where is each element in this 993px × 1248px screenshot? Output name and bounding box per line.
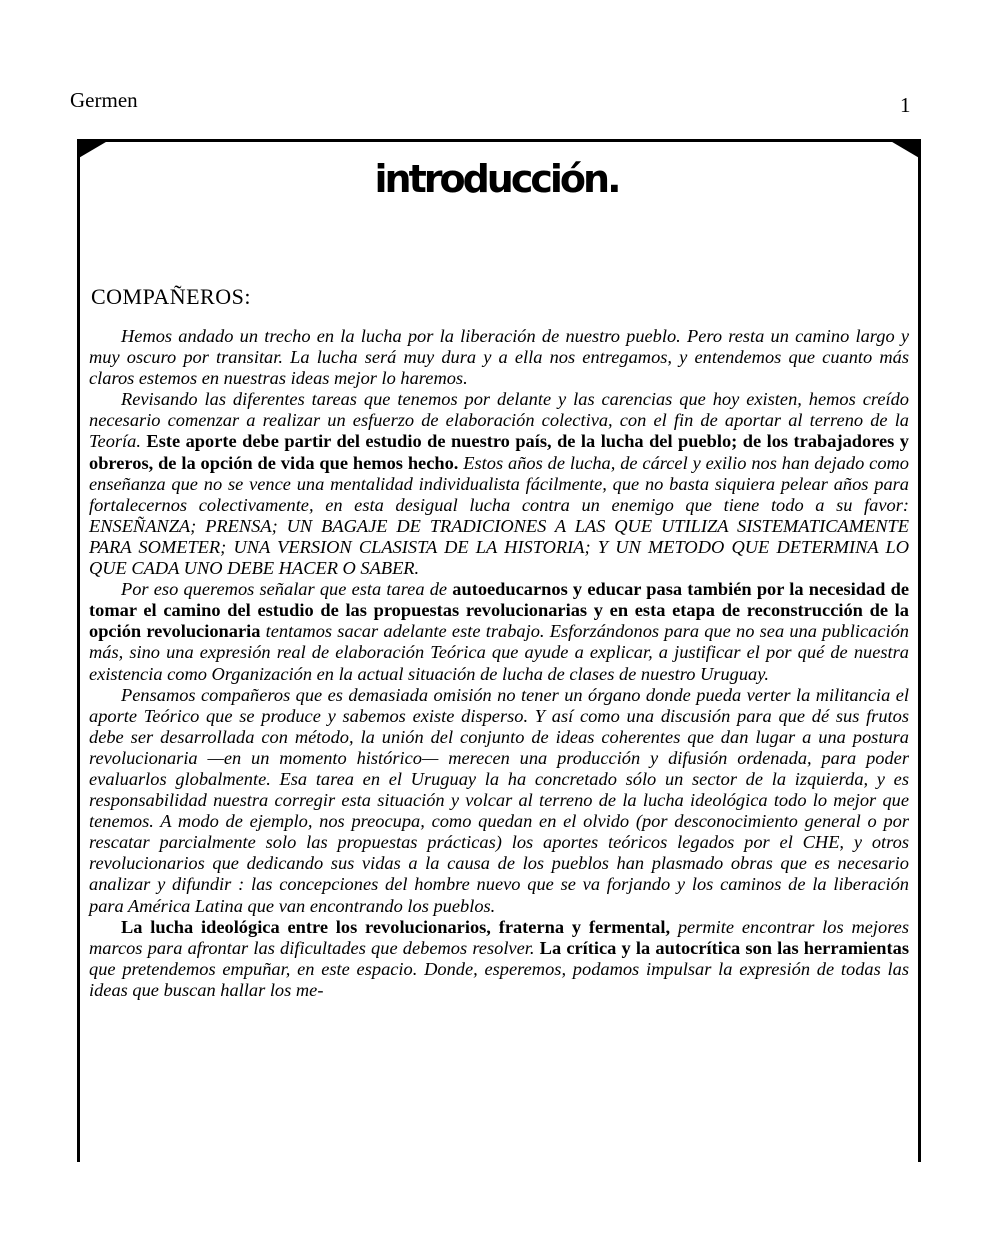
frame-corner-right (887, 139, 921, 159)
frame-corner-left (77, 139, 111, 159)
text-run: autoeducarnos y educar pasa también por la necesidad de tomar el camino del estudio de las propuestas revolucionarias y en esta etapa de reconstrucción de la opción revolucionaria (89, 579, 909, 642)
text-run: Estos años de lucha, de cárcel y exilio nos han dejado como enseñanza que no se vence una mentalidad individualista fácilmente, que no basta siquiera pelear años para fortalecernos colectivamente, en esta desigual lucha contra un enemigo que tiene todo a su favor: ENSEÑANZA; PRENSA; UN BAGAJE DE TRADICIONES A LAS QUE UTILIZA SISTEMATICAMENTE PARA SOMETER; UNA VERSION CLASISTA DE LA HISTORIA; Y UN METODO QUE DETERMINA LO QUE CADA UNO DEBE HACER O SABER. (89, 452, 909, 579)
text-run: Revisando las diferentes tareas que tenemos por delante y las carencias que hoy existen, hemos creído necesario comenzar a realizar un esfuerzo de elaboración colectiva, con el fin de aportar al terreno de la Teoría. (89, 389, 909, 452)
paragraph (89, 917, 909, 1001)
text-run: Por eso queremos señalar que esta tarea de (121, 579, 453, 600)
paragraph (89, 685, 909, 917)
paragraph (89, 389, 909, 579)
page-number: 1 (900, 93, 911, 117)
body-text (89, 326, 909, 1001)
running-head-title: Germen (70, 88, 138, 112)
salutation: COMPAÑEROS: (91, 284, 251, 309)
text-run: Hemos andado un trecho en la lucha por la liberación de nuestro pueblo. Pero resta un camino largo y muy oscuro por transitar. La lucha será muy dura y a ella nos entregamos, y entendemos que cuanto más claros estemos en nuestras ideas mejor lo haremos. (89, 326, 909, 389)
text-run: La crítica y la autocrítica son las herramientas (539, 937, 909, 958)
paragraph (89, 579, 909, 684)
section-title: introducción. (374, 157, 619, 201)
text-run: que pretendemos empuñar, en este espacio. Donde, esperemos, podamos impulsar la expresión de todas las ideas que buscan hallar los me- (89, 958, 909, 1000)
paragraph (89, 326, 909, 389)
text-run: Este aporte debe partir del estudio de nuestro país, de la lucha del pueblo; de los trabajadores y obreros, de la opción de vida que hemos hecho. (89, 431, 909, 473)
text-run: tentamos sacar adelante este trabajo. Esforzándonos para que no sea una publicación más, sino una expresión real de elaboración Teórica que ayude a explicar, a justificar el por qué de nuestra existencia como Organización en la actual situación de lucha de clases de nuestro Uruguay. (89, 621, 909, 684)
text-run: Pensamos compañeros que es demasiada omisión no tener un órgano donde pueda verter la militancia el aporte Teórico que se produce y sabemos existe disperso. Y así como una discusión para que dé sus frutos debe ser desarrollada con método, la unión del conjunto de ideas coherentes que dan lugar a una postura revolucionaria —en un momento histórico— merecen una producción y difusión ordenada, para poder evaluarlos globalmente. Esa tarea en el Uruguay la ha concretado sólo un sector de la izquierda, y es responsabilidad nuestra corregir esta situación y volcar al terreno de la lucha ideológica todo lo mejor que tenemos. A modo de ejemplo, nos preocupa, como quedan en el olvido (por desconocimiento general o por rescatar parcialmente solo las propuestas prácticas) los aportes teóricos legados por el CHE, y otros revolucionarios que dedicando sus vidas a la causa de los pueblos han plasmado obras que es necesario analizar y difundir : las concepciones del hombre nuevo que se va forjando y los caminos de la liberación para América Latina que van encontrando los pueblos. (89, 684, 909, 916)
text-run: La lucha ideológica entre los revolucionarios, fraterna y fermental, (121, 916, 678, 937)
text-run: permite encontrar los mejores marcos para afrontar las dificultades que debemos resolver. (89, 916, 909, 958)
